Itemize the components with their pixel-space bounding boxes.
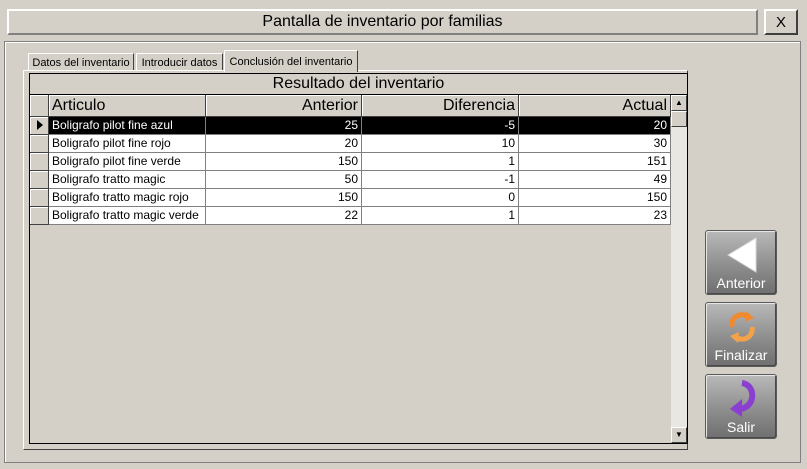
cell-actual[interactable]: 30 — [519, 135, 671, 153]
row-indicator — [30, 117, 49, 135]
cell-diferencia[interactable]: 1 — [362, 207, 519, 225]
vertical-scrollbar[interactable] — [671, 95, 687, 443]
row-indicator — [30, 135, 49, 153]
exit-arrow-icon — [724, 379, 760, 419]
cell-actual[interactable]: 49 — [519, 171, 671, 189]
cell-diferencia[interactable]: 10 — [362, 135, 519, 153]
cell-diferencia[interactable]: -1 — [362, 171, 519, 189]
row-indicator — [30, 171, 49, 189]
row-indicator — [30, 207, 49, 225]
row-indicator — [30, 189, 49, 207]
cell-diferencia[interactable]: 0 — [362, 189, 519, 207]
tab-conclusion-inventario[interactable]: Conclusión del inventario — [224, 50, 358, 72]
header-articulo[interactable]: Articulo — [49, 95, 206, 117]
header-actual[interactable]: Actual — [519, 95, 671, 117]
cell-actual[interactable]: 20 — [519, 117, 671, 135]
cell-articulo[interactable]: Boligrafo tratto magic — [49, 171, 206, 189]
anterior-label: Anterior — [716, 275, 766, 291]
cell-actual[interactable]: 23 — [519, 207, 671, 225]
cell-anterior[interactable]: 50 — [206, 171, 362, 189]
scroll-down-button[interactable]: ▼ — [671, 427, 687, 443]
top-strip — [0, 0, 807, 5]
scroll-up-button[interactable]: ▲ — [671, 95, 687, 111]
close-button[interactable]: X — [764, 9, 798, 35]
cell-articulo[interactable]: Boligrafo pilot fine rojo — [49, 135, 206, 153]
cell-articulo[interactable]: Boligrafo pilot fine verde — [49, 153, 206, 171]
header-indicator — [30, 95, 49, 117]
cell-anterior[interactable]: 150 — [206, 153, 362, 171]
anterior-button[interactable] — [705, 230, 777, 295]
cell-anterior[interactable]: 22 — [206, 207, 362, 225]
cell-anterior[interactable]: 25 — [206, 117, 362, 135]
scroll-thumb[interactable] — [671, 111, 687, 127]
arrow-left-icon — [724, 235, 760, 275]
header-diferencia[interactable]: Diferencia — [362, 95, 519, 117]
window-title: Pantalla de inventario por familias — [7, 9, 758, 35]
cell-actual[interactable]: 151 — [519, 153, 671, 171]
cell-diferencia[interactable]: 1 — [362, 153, 519, 171]
refresh-icon — [724, 307, 760, 347]
finalizar-label: Finalizar — [714, 347, 768, 363]
cell-anterior[interactable]: 150 — [206, 189, 362, 207]
cell-articulo[interactable]: Boligrafo tratto magic verde — [49, 207, 206, 225]
cell-actual[interactable]: 150 — [519, 189, 671, 207]
cell-articulo[interactable]: Boligrafo tratto magic rojo — [49, 189, 206, 207]
finalizar-button[interactable] — [705, 302, 777, 367]
salir-button[interactable] — [705, 374, 777, 439]
tab-introducir-datos[interactable]: Introducir datos — [136, 53, 223, 71]
results-grid[interactable] — [29, 73, 688, 444]
cell-articulo[interactable]: Boligrafo pilot fine azul — [49, 117, 206, 135]
tab-datos-inventario[interactable]: Datos del inventario — [28, 53, 134, 71]
header-anterior[interactable]: Anterior — [206, 95, 362, 117]
salir-label: Salir — [726, 419, 755, 435]
cell-anterior[interactable]: 20 — [206, 135, 362, 153]
cell-diferencia[interactable]: -5 — [362, 117, 519, 135]
row-indicator — [30, 153, 49, 171]
row-pointer-icon — [33, 117, 45, 133]
grid-caption: Resultado del inventario — [30, 74, 687, 95]
